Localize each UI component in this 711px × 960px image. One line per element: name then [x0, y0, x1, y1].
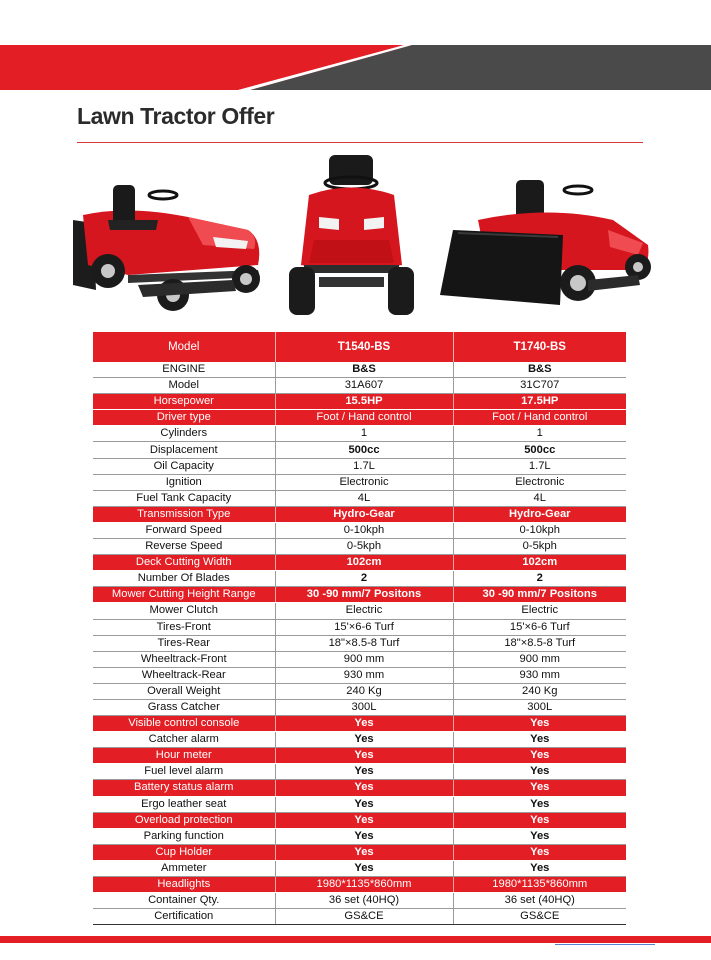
spec-value-a-cell: 930 mm	[275, 667, 453, 683]
spec-value-a-cell: 102cm	[275, 555, 453, 571]
table-row	[93, 442, 626, 458]
spec-label-cell: Transmission Type	[93, 506, 275, 522]
table-row	[93, 539, 626, 555]
table-row	[93, 362, 626, 378]
spec-value-a-cell: Hydro-Gear	[275, 506, 453, 522]
spec-value-a-cell: Yes	[275, 764, 453, 780]
spec-value-b-cell: B&S	[453, 362, 626, 378]
spec-value-b-cell: Hydro-Gear	[453, 506, 626, 522]
spec-value-b-cell: 15'×6-6 Turf	[453, 619, 626, 635]
spec-value-b-cell: 300L	[453, 699, 626, 715]
spec-value-a-cell: 36 set (40HQ)	[275, 893, 453, 909]
spec-table	[93, 332, 626, 925]
spec-label-cell: Catcher alarm	[93, 732, 275, 748]
spec-value-a-cell: 15.5HP	[275, 394, 453, 410]
spec-value-a-cell: 0-5kph	[275, 539, 453, 555]
spec-label-cell: ENGINE	[93, 362, 275, 378]
spec-value-a-cell: 900 mm	[275, 651, 453, 667]
header-model-b: T1740-BS	[453, 332, 626, 362]
spec-label-cell: Certification	[93, 909, 275, 925]
table-row	[93, 844, 626, 860]
spec-value-b-cell: Foot / Hand control	[453, 410, 626, 426]
spec-value-a-cell: 15'×6-6 Turf	[275, 619, 453, 635]
spec-value-a-cell: 500cc	[275, 442, 453, 458]
title-divider	[77, 142, 643, 143]
spec-label-cell: Mower Clutch	[93, 603, 275, 619]
spec-value-b-cell: Yes	[453, 780, 626, 796]
table-row	[93, 603, 626, 619]
header-label: Model	[93, 332, 275, 362]
spec-label-cell: Ammeter	[93, 860, 275, 876]
header-banner	[0, 45, 711, 90]
table-row	[93, 860, 626, 876]
footer-accent-line	[555, 944, 655, 945]
spec-label-cell: Ergo leather seat	[93, 796, 275, 812]
spec-value-b-cell: 1.7L	[453, 458, 626, 474]
spec-value-b-cell: Yes	[453, 812, 626, 828]
spec-value-a-cell: 30 -90 mm/7 Positons	[275, 587, 453, 603]
spec-value-b-cell: 930 mm	[453, 667, 626, 683]
spec-value-a-cell: Yes	[275, 796, 453, 812]
spec-value-a-cell: Yes	[275, 716, 453, 732]
spec-value-b-cell: Yes	[453, 748, 626, 764]
spec-label-cell: Oil Capacity	[93, 458, 275, 474]
table-row	[93, 812, 626, 828]
table-row	[93, 699, 626, 715]
table-row	[93, 506, 626, 522]
spec-value-a-cell: 1.7L	[275, 458, 453, 474]
spec-value-b-cell: 31C707	[453, 378, 626, 394]
spec-label-cell: Mower Cutting Height Range	[93, 587, 275, 603]
spec-label-cell: Fuel Tank Capacity	[93, 490, 275, 506]
spec-value-b-cell: Yes	[453, 844, 626, 860]
spec-value-a-cell: 4L	[275, 490, 453, 506]
lawn-tractor-rear-view-image	[438, 175, 658, 310]
spec-value-a-cell: 1	[275, 426, 453, 442]
spec-value-a-cell: 240 Kg	[275, 683, 453, 699]
spec-label-cell: Fuel level alarm	[93, 764, 275, 780]
table-row	[93, 394, 626, 410]
spec-label-cell: Cup Holder	[93, 844, 275, 860]
spec-label-cell: Headlights	[93, 877, 275, 893]
spec-label-cell: Reverse Speed	[93, 539, 275, 555]
spec-value-a-cell: Electric	[275, 603, 453, 619]
table-row	[93, 474, 626, 490]
spec-value-a-cell: 1980*1135*860mm	[275, 877, 453, 893]
table-row	[93, 571, 626, 587]
table-row	[93, 458, 626, 474]
spec-value-a-cell: 0-10kph	[275, 522, 453, 538]
spec-label-cell: Driver type	[93, 410, 275, 426]
header-model-a: T1540-BS	[275, 332, 453, 362]
table-row	[93, 780, 626, 796]
spec-value-a-cell: Yes	[275, 780, 453, 796]
spec-value-a-cell: Yes	[275, 828, 453, 844]
spec-label-cell: Displacement	[93, 442, 275, 458]
footer-bar	[0, 936, 711, 943]
spec-value-b-cell: 102cm	[453, 555, 626, 571]
spec-value-a-cell: B&S	[275, 362, 453, 378]
spec-value-b-cell: 1980*1135*860mm	[453, 877, 626, 893]
spec-label-cell: Tires-Front	[93, 619, 275, 635]
spec-value-b-cell: Electronic	[453, 474, 626, 490]
table-row	[93, 651, 626, 667]
spec-value-b-cell: Yes	[453, 796, 626, 812]
table-row	[93, 748, 626, 764]
spec-value-b-cell: 18"×8.5-8 Turf	[453, 635, 626, 651]
lawn-tractor-front-view-image	[284, 155, 419, 320]
table-row	[93, 893, 626, 909]
spec-value-a-cell: Electronic	[275, 474, 453, 490]
spec-value-a-cell: Yes	[275, 748, 453, 764]
spec-label-cell: Battery status alarm	[93, 780, 275, 796]
table-row	[93, 555, 626, 571]
spec-value-a-cell: Foot / Hand control	[275, 410, 453, 426]
spec-label-cell: Ignition	[93, 474, 275, 490]
table-row	[93, 619, 626, 635]
table-row	[93, 410, 626, 426]
table-row	[93, 378, 626, 394]
spec-label-cell: Horsepower	[93, 394, 275, 410]
spec-label-cell: Number Of Blades	[93, 571, 275, 587]
spec-value-b-cell: Yes	[453, 732, 626, 748]
spec-value-b-cell: Yes	[453, 764, 626, 780]
spec-label-cell: Model	[93, 378, 275, 394]
spec-label-cell: Tires-Rear	[93, 635, 275, 651]
table-row	[93, 490, 626, 506]
spec-value-a-cell: Yes	[275, 812, 453, 828]
table-row	[93, 828, 626, 844]
table-row	[93, 796, 626, 812]
spec-label-cell: Parking function	[93, 828, 275, 844]
spec-label-cell: Wheeltrack-Rear	[93, 667, 275, 683]
table-header-row	[93, 332, 626, 362]
table-row	[93, 683, 626, 699]
spec-value-a-cell: 2	[275, 571, 453, 587]
spec-value-b-cell: 0-10kph	[453, 522, 626, 538]
spec-label-cell: Overall Weight	[93, 683, 275, 699]
spec-label-cell: Container Qty.	[93, 893, 275, 909]
table-row	[93, 716, 626, 732]
spec-value-b-cell: 2	[453, 571, 626, 587]
spec-label-cell: Hour meter	[93, 748, 275, 764]
table-row	[93, 732, 626, 748]
spec-value-b-cell: 30 -90 mm/7 Positons	[453, 587, 626, 603]
spec-value-b-cell: 0-5kph	[453, 539, 626, 555]
spec-value-a-cell: Yes	[275, 732, 453, 748]
table-row	[93, 877, 626, 893]
table-row	[93, 635, 626, 651]
spec-value-b-cell: 900 mm	[453, 651, 626, 667]
spec-label-cell: Overload protection	[93, 812, 275, 828]
spec-value-a-cell: 31A607	[275, 378, 453, 394]
spec-value-b-cell: 1	[453, 426, 626, 442]
spec-label-cell: Cylinders	[93, 426, 275, 442]
spec-value-a-cell: Yes	[275, 860, 453, 876]
spec-label-cell: Wheeltrack-Front	[93, 651, 275, 667]
lawn-tractor-side-view-image	[68, 175, 268, 320]
table-row	[93, 909, 626, 925]
spec-label-cell: Grass Catcher	[93, 699, 275, 715]
spec-value-b-cell: 500cc	[453, 442, 626, 458]
spec-label-cell: Visible control console	[93, 716, 275, 732]
spec-value-b-cell: 4L	[453, 490, 626, 506]
table-row	[93, 587, 626, 603]
spec-label-cell: Deck Cutting Width	[93, 555, 275, 571]
table-row	[93, 764, 626, 780]
spec-value-a-cell: GS&CE	[275, 909, 453, 925]
spec-value-b-cell: 240 Kg	[453, 683, 626, 699]
spec-value-b-cell: Yes	[453, 716, 626, 732]
spec-value-a-cell: 18"×8.5-8 Turf	[275, 635, 453, 651]
spec-label-cell: Forward Speed	[93, 522, 275, 538]
table-row	[93, 426, 626, 442]
page-title: Lawn Tractor Offer	[77, 103, 275, 129]
spec-value-b-cell: Yes	[453, 828, 626, 844]
spec-value-b-cell: 17.5HP	[453, 394, 626, 410]
table-row	[93, 667, 626, 683]
spec-value-a-cell: Yes	[275, 844, 453, 860]
spec-value-b-cell: GS&CE	[453, 909, 626, 925]
table-row	[93, 522, 626, 538]
spec-value-b-cell: Electric	[453, 603, 626, 619]
spec-value-b-cell: Yes	[453, 860, 626, 876]
spec-value-a-cell: 300L	[275, 699, 453, 715]
spec-value-b-cell: 36 set (40HQ)	[453, 893, 626, 909]
